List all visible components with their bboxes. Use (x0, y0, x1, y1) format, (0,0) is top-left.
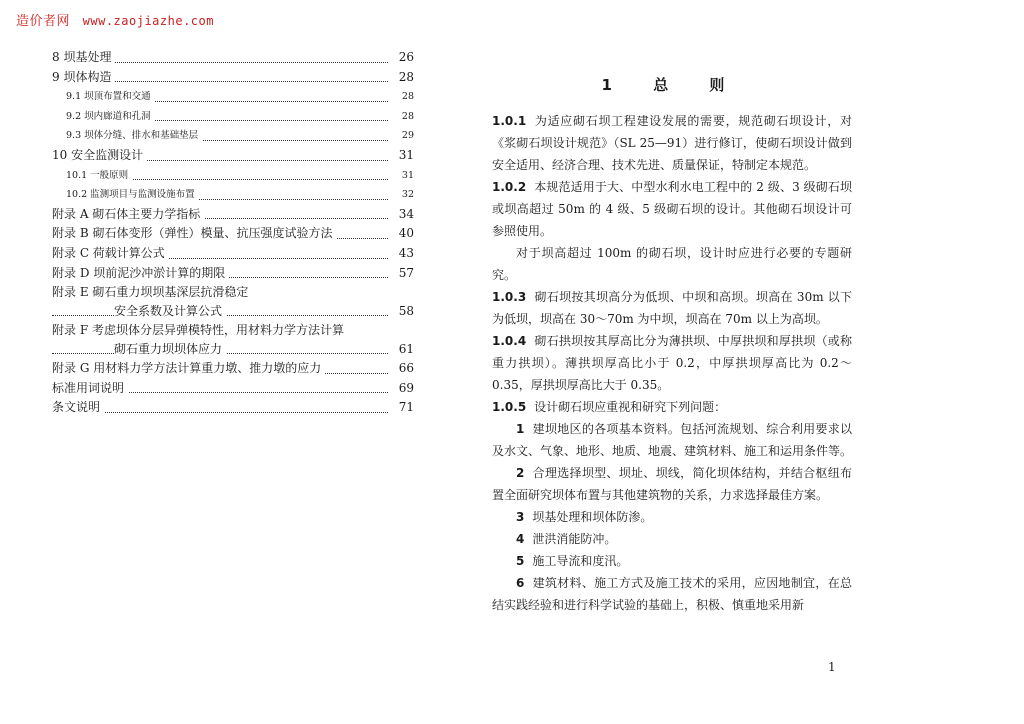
clause-1-0-4 (492, 330, 852, 396)
item-number: 1 (516, 422, 525, 436)
toc-entry[interactable] (42, 107, 414, 127)
watermark-url: www.zaojiazhe.com (82, 14, 214, 28)
toc-entry-label: 条文说明 (52, 398, 104, 418)
toc-entry[interactable] (42, 68, 414, 88)
toc-entry-label: 附录 D 坝前泥沙冲淤计算的期限 (52, 264, 229, 284)
list-item (492, 506, 852, 528)
clause-1-0-2 (492, 176, 852, 242)
clause-number: 1.0.4 (492, 334, 527, 348)
toc-entry-label: 10.2 监测项目与监测设施布置 (52, 185, 199, 205)
item-number: 5 (516, 554, 525, 568)
list-item (492, 462, 852, 506)
toc-entry-label: 9.1 坝顶布置和交通 (52, 87, 155, 107)
toc-entry[interactable] (42, 166, 414, 186)
toc-entry-label: 10.1 一般原则 (52, 166, 132, 186)
toc-page-number: 32 (388, 185, 414, 205)
toc-entry[interactable] (42, 48, 414, 68)
toc-entry-label: 附录 E 砌石重力坝坝基深层抗滑稳定 (52, 283, 252, 303)
toc-entry[interactable] (42, 398, 414, 418)
clause-text: 为适应砌石坝工程建设发展的需要，规范砌石坝设计，对《浆砌石坝设计规范》（SL 25—91）进行修订，使砌石坝设计做到安全适用、经济合理、技术先进、质量保证，特制定本规范。 (492, 114, 852, 172)
item-text: 坝基处理和坝体防渗。 (532, 510, 653, 524)
chapter-title: 1 总 则 (601, 76, 743, 94)
toc-entry-label: 9.3 坝体分缝、排水和基础垫层 (52, 126, 202, 146)
clause-number: 1.0.1 (492, 114, 527, 128)
item-number: 2 (516, 466, 525, 480)
page-number: 1 (828, 660, 836, 674)
clause-text: 砌石坝按其坝高分为低坝、中坝和高坝。坝高在 30m 以下为低坝，坝高在 30～70m 为中坝，坝高在 70m 以上为高坝。 (492, 290, 852, 326)
toc-entry-label: 附录 A 砌石体主要力学指标 (52, 205, 204, 225)
watermark-site-name: 造价者网 (16, 14, 71, 29)
toc-entry-label: 附录 C 荷载计算公式 (52, 244, 169, 264)
toc-entry[interactable] (42, 224, 414, 244)
list-item (492, 528, 852, 550)
toc-entry-label: 附录 G 用材料力学方法计算重力墩、推力墩的应力 (52, 359, 325, 379)
toc-entry[interactable] (42, 146, 414, 166)
toc-page-number: 57 (388, 264, 414, 284)
clause-paragraph: 对于坝高超过 100m 的砌石坝，设计时应进行必要的专题研究。 (492, 246, 852, 282)
toc-page-number: 58 (388, 302, 414, 322)
toc-page-number: 43 (388, 244, 414, 264)
toc-page-number: 28 (388, 68, 414, 88)
toc-entry[interactable] (42, 205, 414, 225)
list-item (492, 418, 852, 462)
list-item (492, 572, 852, 616)
item-text: 建坝地区的各项基本资料。包括河流规划、综合利用要求以及水文、气象、地形、地质、地震、建筑材料、施工和运用条件等。 (492, 422, 853, 458)
toc-entry[interactable] (42, 321, 414, 359)
item-text: 合理选择坝型、坝址、坝线，简化坝体结构，并结合枢纽布置全面研究坝体布置与其他建筑物的关系，力求选择最佳方案。 (492, 466, 852, 502)
list-item (492, 550, 852, 572)
toc-page-number: 28 (388, 107, 414, 127)
toc-page-number: 71 (388, 398, 414, 418)
toc-page-number: 61 (388, 340, 414, 360)
clause-text: 本规范适用于大、中型水利水电工程中的 2 级、3 级砌石坝或坝高超过 50m 的 4 级、5 级砌石坝的设计。其他砌石坝设计可参照使用。 (492, 180, 852, 238)
toc-page-number: 40 (388, 224, 414, 244)
clause-1-0-5 (492, 396, 852, 418)
toc-entry-label: 标准用词说明 (52, 379, 128, 399)
toc-page-number: 69 (388, 379, 414, 399)
clause-1-0-3 (492, 286, 852, 330)
toc-page-number: 31 (388, 166, 414, 186)
toc-page-number: 34 (388, 205, 414, 225)
item-text: 施工导流和度汛。 (532, 554, 629, 568)
item-number: 3 (516, 510, 525, 524)
toc-entry[interactable] (42, 283, 414, 321)
clause-number: 1.0.3 (492, 290, 527, 304)
toc-entry-label-continued: 砌石重力坝坝体应力 (114, 340, 226, 360)
toc-entry[interactable] (42, 244, 414, 264)
clause-1-0-1 (492, 110, 852, 176)
item-text: 建筑材料、施工方式及施工技术的采用，应因地制宜，在总结实践经验和进行科学试验的基础上，积极、慎重地采用新 (492, 576, 852, 612)
toc-entry-label: 10 安全监测设计 (52, 146, 147, 166)
toc-entry-label: 9.2 坝内廊道和孔洞 (52, 107, 155, 127)
clause-text: 设计砌石坝应重视和研究下列问题： (534, 400, 727, 414)
toc-entry-label: 8 坝基处理 (52, 48, 115, 68)
toc-entry[interactable] (42, 87, 414, 107)
toc-page-number: 26 (388, 48, 414, 68)
item-text: 泄洪消能防冲。 (532, 532, 617, 546)
toc-page-number: 28 (388, 87, 414, 107)
toc-page-number: 29 (388, 126, 414, 146)
clause-number: 1.0.5 (492, 400, 527, 414)
clause-number: 1.0.2 (492, 180, 527, 194)
table-of-contents (42, 48, 414, 418)
toc-entry[interactable] (42, 264, 414, 284)
clause-text: 砌石拱坝按其厚高比分为薄拱坝、中厚拱坝和厚拱坝（或称重力拱坝）。薄拱坝厚高比小于 0.2，中厚拱坝厚高比为 0.2～0.35，厚拱坝厚高比大于 0.35。 (492, 334, 852, 392)
item-number: 6 (516, 576, 525, 590)
toc-entry-label: 9 坝体构造 (52, 68, 115, 88)
chapter-page (492, 70, 852, 616)
toc-page-number: 31 (388, 146, 414, 166)
toc-entry[interactable] (42, 379, 414, 399)
toc-entry-label: 附录 F 考虑坝体分层异弹模特性，用材料力学方法计算 (52, 321, 348, 341)
toc-entry[interactable] (42, 185, 414, 205)
item-number: 4 (516, 532, 525, 546)
toc-entry-label-continued: 安全系数及计算公式 (114, 302, 226, 322)
toc-entry-label: 附录 B 砌石体变形（弹性）模量、抗压强度试验方法 (52, 224, 336, 244)
site-watermark (16, 10, 214, 29)
toc-page-number: 66 (388, 359, 414, 379)
toc-entry[interactable] (42, 126, 414, 146)
toc-entry[interactable] (42, 359, 414, 379)
